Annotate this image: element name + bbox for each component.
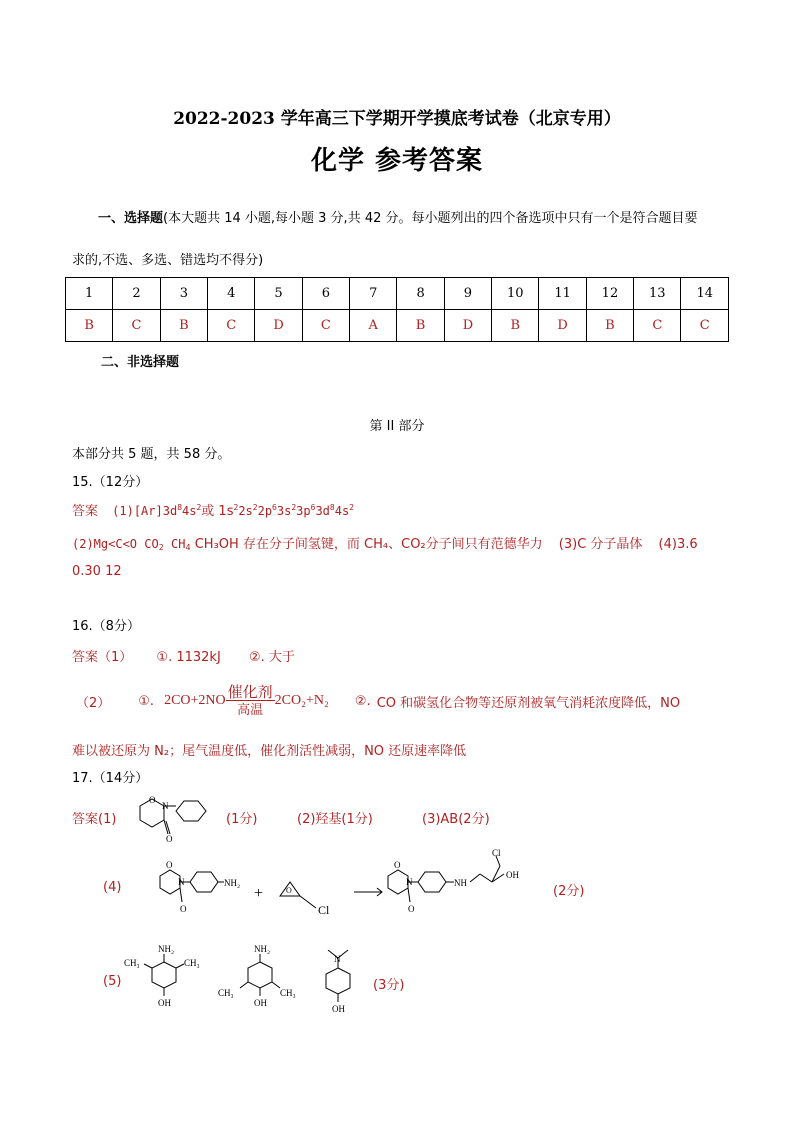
q15-part2b: CH [163, 537, 186, 551]
q16-part1b: ②. 大于 [248, 650, 295, 665]
q17-part4-prefix: (4) [103, 880, 122, 895]
ec-part: 3d [315, 504, 330, 518]
group-oh: OH [506, 870, 519, 880]
atom-n: N [178, 877, 185, 887]
q16-part1a: ①. 1132kJ [156, 650, 221, 665]
question-number-cell: 5 [255, 278, 302, 310]
answer-cell: A [350, 310, 397, 342]
question-number-cell: 7 [350, 278, 397, 310]
group-ch3: CH₃ [280, 988, 296, 998]
question-number-cell: 6 [302, 278, 349, 310]
atom-cl: Cl [318, 903, 330, 917]
answer-cell: B [586, 310, 633, 342]
answer-cell: D [539, 310, 586, 342]
question-number-cell: 11 [539, 278, 586, 310]
group-ch3: CH₃ [124, 958, 140, 968]
equation-condition [226, 685, 275, 717]
answer-cell: D [444, 310, 491, 342]
question-number-cell: 14 [681, 278, 729, 310]
q16-part2-prefix: （2） [76, 695, 111, 711]
section1-desc-line2: 求的,不选、多选、错选均不得分) [72, 253, 264, 268]
section1-intro [98, 207, 738, 226]
answer-cell: C [113, 310, 160, 342]
ec-part: 2p [257, 504, 273, 518]
question-number-cell: 12 [586, 278, 633, 310]
q16-part2-text: CO 和碳氢化合物等还原剂被氧气消耗浓度降低，NO [376, 695, 681, 711]
q17-label: 17.（14分） [72, 771, 149, 786]
q16-answer-line2 [76, 677, 680, 725]
answer-cell: C [208, 310, 255, 342]
question-number-cell: 1 [66, 278, 113, 310]
question-number-cell: 8 [397, 278, 444, 310]
group-oh: OH [254, 998, 267, 1008]
equation-catalyst: 催化剂 [227, 683, 273, 701]
q15-part2: (2)Mg<C<O CO [72, 537, 159, 551]
q16-answer-line1 [72, 646, 295, 665]
q15-part3: (3)C 分子晶体 [558, 537, 643, 552]
atom-n: N [406, 877, 413, 887]
answer-cell: B [397, 310, 444, 342]
equation-right: 2CO₂+N₂ [274, 693, 329, 708]
question-number-cell: 9 [444, 278, 491, 310]
section2-heading: 二、非选择题 [101, 355, 180, 370]
answer-cell: B [66, 310, 113, 342]
atom-n: N [162, 801, 169, 811]
q17-part4-score: (2分) [553, 884, 585, 899]
ec-part: 2s [238, 504, 253, 518]
section1-heading: 一、选择题 [98, 211, 164, 226]
ec-part: 或 1s [201, 504, 234, 519]
answer-table-answer-row [66, 310, 729, 342]
q15-answer-line3: 0.30 12 [72, 564, 122, 579]
answer-table-number-row [66, 278, 729, 310]
structures-q17-5 [120, 940, 380, 1020]
q15-electron-config: $(1)[Ar]3d^84s^2$或 $1s^22s^22p^63s^23p^63d^84s^2$ [112, 503, 354, 519]
part-title: 第 II 部分 [369, 419, 425, 434]
ec-part: (1)[Ar]3d [112, 504, 178, 518]
q15-answer-prefix: 答案 [72, 504, 99, 519]
question-number-cell: 3 [160, 278, 207, 310]
plus-sign: + [254, 885, 264, 902]
answer-cell: B [492, 310, 539, 342]
q17-part3: (3)AB(2分) [422, 812, 490, 827]
part-description: 本部分共 5 题，共 58 分。 [72, 447, 231, 462]
atom-o: O [408, 904, 415, 914]
q15-answer-line2: (2)Mg<C<O $CO_2$ $CH_4$ CH₃OH 存在分子间氢键，而 CH₄、CO₂分子间只有范德华力 (3)C 分子晶体 (4)3.6 [72, 537, 698, 552]
equation-left: 2CO+2NO [164, 693, 226, 708]
atom-o: O [286, 886, 292, 895]
answer-cell: D [255, 310, 302, 342]
atom-cl: Cl [492, 848, 501, 858]
group-nh2: NH₂ [224, 878, 241, 888]
q15-label: 15.（12分） [72, 475, 149, 490]
q17-answer-prefix: 答案(1) [72, 812, 117, 827]
atom-o: O [149, 796, 156, 805]
group-nh: NH [454, 878, 467, 888]
group-oh: OH [332, 1004, 345, 1014]
q15-answer-line1 [72, 500, 354, 519]
ec-part: 3p [296, 504, 311, 518]
document-title: 2022-2023 学年高三下学期开学摸底考试卷（北京专用） [173, 109, 621, 129]
atom-n: N [334, 954, 341, 964]
question-number-cell: 2 [113, 278, 160, 310]
group-nh2: NH₂ [158, 944, 175, 954]
group-ch3: CH₃ [218, 988, 234, 998]
q16-part2-num1: ①. [138, 693, 155, 709]
group-nh2: NH₂ [254, 944, 271, 954]
question-number-cell: 10 [492, 278, 539, 310]
answer-cell: B [160, 310, 207, 342]
answer-cell: C [634, 310, 681, 342]
answer-cell: C [681, 310, 729, 342]
q17-part2: (2)羟基(1分) [297, 812, 373, 827]
ec-part: 4s [334, 504, 350, 518]
atom-o: O [166, 860, 173, 870]
answer-cell: C [302, 310, 349, 342]
q16-part2-num2: ②. [354, 693, 371, 709]
question-number-cell: 4 [208, 278, 255, 310]
q16-answer-line3: 难以被还原为 N₂；尾气温度低，催化剂活性减弱，NO 还原速率降低 [72, 744, 467, 759]
q16-answer-prefix: 答案（1） [72, 650, 133, 665]
q17-part5-prefix: (5) [103, 974, 122, 989]
ec-part: 4s [182, 504, 197, 518]
atom-o: O [180, 904, 187, 914]
section1-desc-line1: (本大题共 14 小题,每小题 3 分,共 42 分。每小题列出的四个备选项中只有一个是符合题目要 [163, 211, 698, 226]
equation-temperature: 高温 [237, 703, 264, 718]
q15-part2c: CH₃OH 存在分子间氢键，而 CH₄、CO₂分子间只有范德华力 [190, 537, 543, 552]
q16-label: 16.（8分） [72, 619, 140, 634]
group-ch3: CH₃ [184, 958, 200, 968]
question-number-cell: 13 [634, 278, 681, 310]
q15-part4: (4)3.6 [658, 537, 698, 552]
document-subtitle: 化学 参考答案 [310, 146, 484, 176]
atom-o: O [394, 860, 401, 870]
answer-table [65, 277, 729, 342]
ec-part: 3s [276, 504, 292, 518]
q17-part1-score: (1分) [226, 812, 258, 827]
reaction-scheme-q17-4 [120, 846, 580, 926]
q17-part5-score: (3分) [373, 978, 405, 993]
atom-o: O [166, 834, 173, 844]
group-oh: OH [158, 998, 171, 1008]
